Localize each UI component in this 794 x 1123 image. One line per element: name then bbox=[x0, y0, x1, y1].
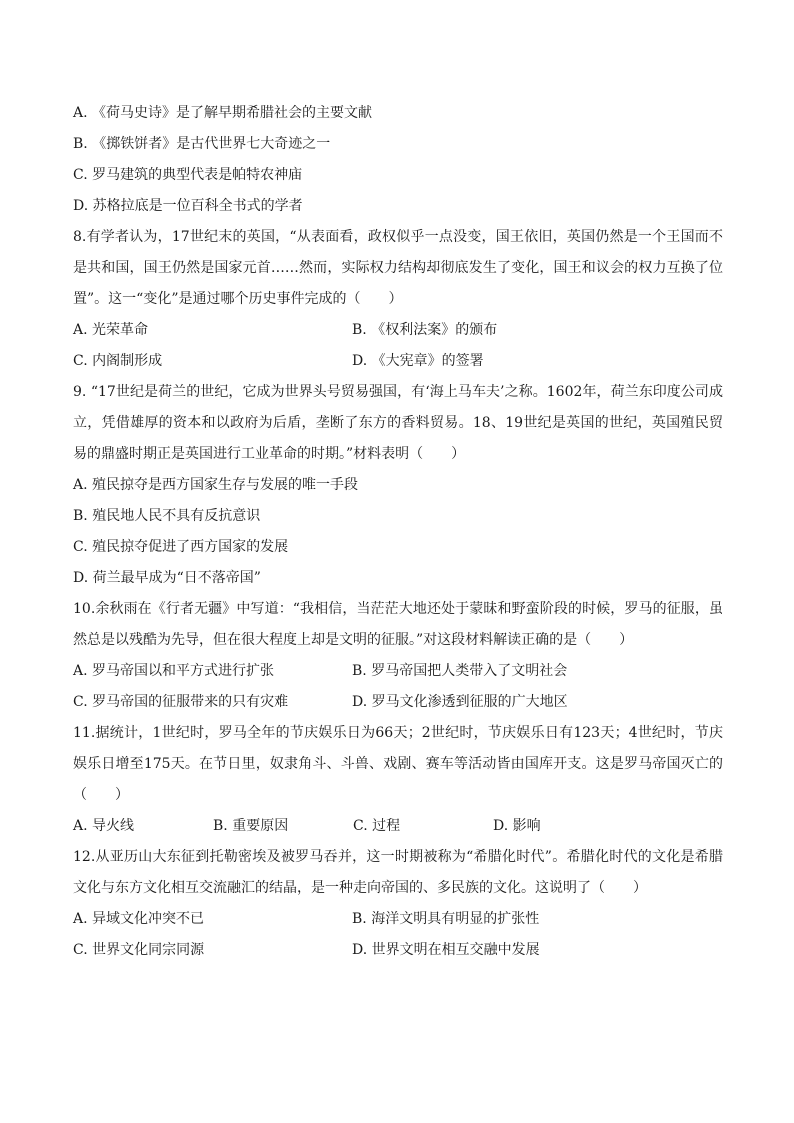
q11-stem: 11.据统计，1世纪时，罗马全年的节庆娱乐日为66天；2世纪时，节庆娱乐日有123天；4世纪时，节庆娱乐日增至175天。在节日里，奴隶角斗、斗兽、戏剧、赛车等活动皆由国库开支。这是罗马帝国灭亡的（ ） bbox=[73, 725, 723, 803]
q12-options-row-2 bbox=[73, 935, 723, 966]
q11-option-a: A. 导火线 bbox=[73, 818, 135, 834]
q11-option-d: D. 影响 bbox=[493, 818, 541, 834]
q8-option-c: C. 内阁制形成 bbox=[73, 353, 163, 369]
q12-option-b: B. 海洋文明具有明显的扩张性 bbox=[352, 911, 540, 927]
q9-option-c: C. 殖民掠夺促进了西方国家的发展 bbox=[73, 539, 289, 555]
q12-option-c: C. 世界文化同宗同源 bbox=[73, 942, 205, 958]
q10-option-a: A. 罗马帝国以和平方式进行扩张 bbox=[73, 663, 275, 679]
q11-option-b: B. 重要原因 bbox=[213, 818, 289, 834]
q8-option-d: D. 《大宪章》的签署 bbox=[352, 353, 484, 369]
q10-option-b: B. 罗马帝国把人类带入了文明社会 bbox=[352, 663, 568, 679]
q8-options-row-1 bbox=[73, 315, 723, 346]
q7-option-d: D. 苏格拉底是一位百科全书式的学者 bbox=[73, 198, 303, 214]
q8-option-b: B. 《权利法案》的颁布 bbox=[352, 322, 498, 338]
q12-option-d: D. 世界文明在相互交融中发展 bbox=[352, 942, 540, 958]
q10-options-row-2 bbox=[73, 687, 723, 718]
q8-option-a: A. 光荣革命 bbox=[73, 322, 149, 338]
q11-option-c: C. 过程 bbox=[353, 818, 401, 834]
q7-option-b: B. 《掷铁饼者》是古代世界七大奇迹之一 bbox=[73, 136, 331, 152]
q7-option-a: A. 《荷马史诗》是了解早期希腊社会的主要文献 bbox=[73, 105, 373, 121]
q12-stem: 12.从亚历山大东征到托勒密埃及被罗马吞并，这一时期被称为“希腊化时代”。希腊化时代的文化是希腊文化与东方文化相互交流融汇的结晶，是一种走向帝国的、多民族的文化。这说明了（ ） bbox=[73, 849, 723, 896]
q10-option-d: D. 罗马文化渗透到征服的广大地区 bbox=[352, 694, 568, 710]
q10-stem: 10.余秋雨在《行者无疆》中写道：“我相信，当茫茫大地还处于蒙昧和野蛮阶段的时候，罗马的征服，虽然总是以残酷为先导，但在很大程度上却是文明的征服。”对这段材料解读正确的是（ ） bbox=[73, 601, 723, 648]
q9-option-d: D. 荷兰最早成为“日不落帝国” bbox=[73, 570, 261, 586]
q8-options-row-2 bbox=[73, 346, 723, 377]
q9-option-b: B. 殖民地人民不具有反抗意识 bbox=[73, 508, 261, 524]
q12-option-a: A. 异域文化冲突不已 bbox=[73, 911, 205, 927]
q12-options-row-1 bbox=[73, 904, 723, 935]
q8-stem: 8.有学者认为，17世纪末的英国，“从表面看，政权似乎一点没变，国王依旧，英国仍然是一个王国而不是共和国，国王仍然是国家元首……然而，实际权力结构却彻底发生了变化，国王和议会的权力互换了位置”。这一“变化”是通过哪个历史事件完成的（ ） bbox=[73, 229, 723, 307]
exam-page bbox=[73, 98, 723, 966]
q7-option-c: C. 罗马建筑的典型代表是帕特农神庙 bbox=[73, 167, 303, 183]
q9-stem: 9. “17世纪是荷兰的世纪，它成为世界头号贸易强国，有‘海上马车夫’之称。1602年，荷兰东印度公司成立，凭借雄厚的资本和以政府为后盾，垄断了东方的香料贸易。18、19世纪是英国的世纪，英国殖民贸易的鼎盛时期正是英国进行工业革命的时期。”材料表明（ ） bbox=[73, 384, 723, 462]
q10-option-c: C. 罗马帝国的征服带来的只有灾难 bbox=[73, 694, 289, 710]
q9-option-a: A. 殖民掠夺是西方国家生存与发展的唯一手段 bbox=[73, 477, 359, 493]
q11-options-row bbox=[73, 811, 723, 842]
q10-options-row-1 bbox=[73, 656, 723, 687]
